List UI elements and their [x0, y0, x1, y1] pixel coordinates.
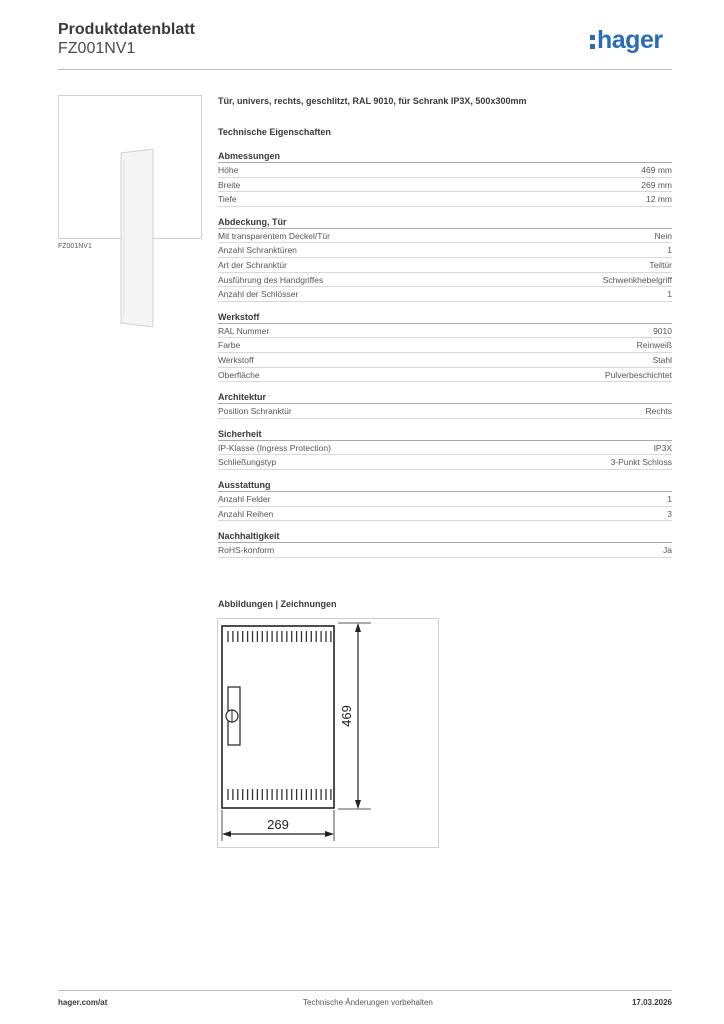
spec-value: 3-Punkt Schloss: [610, 457, 672, 468]
spec-row: [218, 338, 672, 353]
product-image: [58, 95, 202, 239]
spec-group-title: Ausstattung: [218, 479, 672, 492]
spec-label: Höhe: [218, 165, 239, 175]
spec-row: [218, 163, 672, 178]
spec-value: Nein: [654, 230, 672, 241]
spec-label: Ausführung des Handgriffes: [218, 274, 324, 285]
spec-row: [218, 353, 672, 368]
spec-group-title: Abdeckung, Tür: [218, 216, 672, 229]
spec-group-title: Sicherheit: [218, 428, 672, 441]
spec-group: [218, 479, 672, 521]
spec-row: [218, 507, 672, 522]
spec-group: [218, 530, 672, 558]
spec-label: Anzahl der Schlösser: [218, 289, 299, 300]
product-description: Tür, univers, rechts, geschlitzt, RAL 9010, für Schrank IP3X, 500x300mm: [218, 96, 527, 106]
spec-label: Anzahl Felder: [218, 493, 271, 504]
images-heading: Abbildungen | Zeichnungen: [218, 599, 337, 609]
width-dimension-label: 269: [267, 817, 289, 832]
spec-label: Werkstoff: [218, 354, 254, 365]
logo-text: hager: [597, 26, 663, 54]
spec-row: [218, 492, 672, 507]
spec-label: RoHS-konform: [218, 545, 275, 556]
spec-group: [218, 391, 672, 419]
spec-group: [218, 311, 672, 382]
spec-group-title: Architektur: [218, 391, 672, 404]
spec-label: Anzahl Schranktüren: [218, 245, 297, 256]
spec-value: Reinweiß: [636, 340, 672, 351]
spec-value: 3: [667, 508, 672, 519]
spec-group-title: Abmessungen: [218, 150, 672, 163]
spec-value: IP3X: [653, 442, 672, 453]
spec-value: 469 mm: [641, 165, 672, 175]
technical-drawing: [217, 618, 439, 848]
footer-note: Technische Änderungen vorbehalten: [303, 998, 433, 1007]
spec-value: 12 mm: [646, 194, 672, 205]
door-drawing-icon: [218, 619, 438, 847]
spec-row: [218, 258, 672, 273]
spec-group: [218, 428, 672, 470]
spec-row: [218, 404, 672, 419]
tech-heading: Technische Eigenschaften: [218, 127, 331, 137]
spec-row: [218, 543, 672, 558]
spec-label: Breite: [218, 179, 241, 190]
spec-value: Rechts: [645, 406, 672, 417]
spec-value: Pulverbeschichtet: [604, 369, 672, 380]
door-thumbnail-icon: [119, 149, 155, 327]
spec-value: Ja: [663, 545, 672, 556]
spec-label: Tiefe: [218, 194, 237, 205]
spec-content: [218, 96, 672, 567]
spec-group: [218, 150, 672, 207]
spec-row: [218, 455, 672, 470]
spec-label: IP-Klasse (Ingress Protection): [218, 442, 331, 453]
spec-row: [218, 192, 672, 207]
footer-date: 17.03.2026: [631, 998, 672, 1007]
spec-value: 1: [667, 289, 672, 300]
spec-value: Teiltür: [649, 259, 672, 270]
spec-label: RAL Nummer: [218, 325, 270, 336]
spec-value: 9010: [653, 325, 672, 336]
footer-divider: [58, 990, 672, 991]
spec-value: 1: [667, 245, 672, 256]
spec-row: [218, 287, 672, 302]
header-divider: [58, 69, 672, 70]
spec-group-title: Werkstoff: [218, 311, 672, 324]
spec-row: [218, 368, 672, 383]
spec-value: 1: [667, 493, 672, 504]
spec-label: Mit transparentem Deckel/Tür: [218, 230, 330, 241]
logo-dots-icon: [590, 35, 595, 53]
spec-label: Schließungstyp: [218, 457, 277, 468]
spec-row: [218, 243, 672, 258]
spec-label: Anzahl Reihen: [218, 508, 274, 519]
hager-logo[interactable]: [590, 26, 674, 60]
spec-value: 269 mm: [641, 179, 672, 190]
spec-label: Position Schranktür: [218, 406, 292, 417]
image-caption: FZ001NV1: [58, 243, 92, 250]
spec-row: [218, 178, 672, 193]
spec-row: [218, 441, 672, 456]
spec-group-title: Nachhaltigkeit: [218, 530, 672, 543]
spec-label: Oberfläche: [218, 369, 260, 380]
spec-row: [218, 229, 672, 244]
spec-value: Stahl: [652, 354, 672, 365]
page-title: Produktdatenblatt: [58, 21, 195, 38]
spec-value: Schwenkhebelgriff: [602, 274, 672, 285]
spec-label: Farbe: [218, 340, 241, 351]
product-code: FZ001NV1: [58, 40, 136, 57]
spec-groups: [218, 150, 672, 558]
footer-website-link[interactable]: hager.com/at: [58, 998, 108, 1007]
height-dimension-label: 469: [339, 705, 354, 727]
spec-row: [218, 273, 672, 288]
spec-group: [218, 216, 672, 302]
spec-label: Art der Schranktür: [218, 259, 287, 270]
spec-row: [218, 324, 672, 339]
